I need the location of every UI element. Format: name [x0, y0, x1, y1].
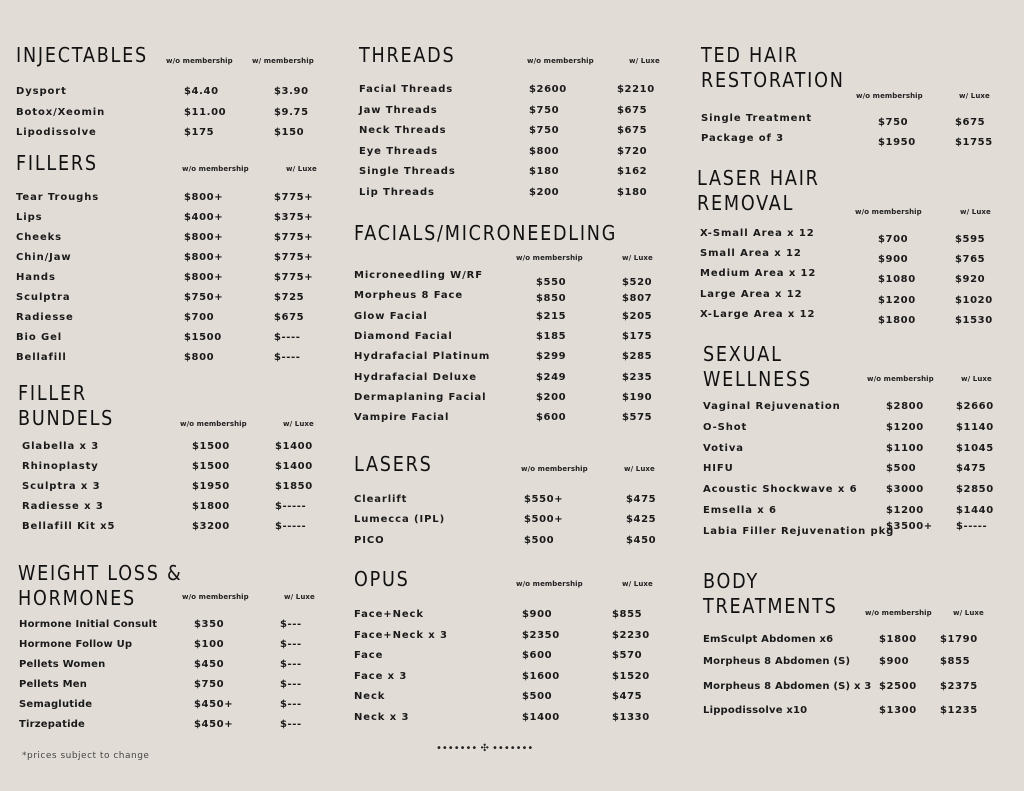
price-without-membership: $400+ [184, 212, 224, 223]
price-row [703, 441, 1024, 457]
price-without-membership: $2600 [529, 84, 567, 95]
price-row [359, 185, 689, 201]
price-without-membership: $1200 [886, 421, 924, 433]
price-row [16, 290, 346, 306]
price-without-membership: $215 [536, 310, 567, 322]
prices-footnote: *prices subject to change [22, 751, 150, 761]
price-row [703, 703, 1024, 719]
price-member: $235 [622, 371, 653, 383]
column-header-member: w/ Luxe [624, 465, 655, 473]
price-without-membership: $350 [194, 619, 225, 630]
price-without-membership: $3500+ [886, 520, 933, 532]
price-member: $1790 [940, 634, 978, 645]
price-member: $1235 [940, 704, 978, 716]
price-without-membership: $500 [524, 534, 555, 546]
price-row [354, 607, 684, 623]
treatment-name: Votiva [703, 442, 744, 454]
price-without-membership: $11.00 [184, 106, 227, 118]
price-row [16, 84, 346, 100]
price-member: $520 [622, 277, 653, 288]
price-row [359, 144, 689, 160]
price-without-membership: $850 [536, 293, 567, 305]
price-member: $9.75 [274, 106, 309, 118]
price-member: $675 [274, 312, 305, 323]
price-without-membership: $1400 [522, 711, 560, 723]
treatment-name: EmSculpt Abdomen x6 [703, 634, 834, 645]
price-row [354, 410, 684, 426]
treatment-name: Bellafill [16, 352, 67, 363]
price-member: $3.90 [274, 86, 309, 97]
section-title: LASER HAIR REMOVAL [697, 166, 820, 215]
treatment-name: Labia Filler Rejuvenation pkg [703, 525, 895, 537]
price-member: $1400 [275, 441, 313, 452]
price-row [354, 349, 684, 365]
price-without-membership: $800 [184, 352, 215, 363]
price-row [359, 82, 689, 98]
price-member: $765 [955, 254, 986, 266]
price-without-membership: $900 [878, 254, 909, 266]
price-row [16, 250, 346, 266]
price-row [354, 390, 684, 406]
treatment-name: Emsella x 6 [703, 505, 777, 516]
treatment-name: Hands [16, 272, 56, 283]
price-row [359, 103, 689, 119]
price-without-membership: $800+ [184, 272, 224, 283]
price-without-membership: $3200 [192, 521, 230, 532]
price-member: $2660 [956, 401, 994, 412]
column-header-member: w/ Luxe [959, 92, 990, 100]
price-without-membership: $600 [536, 412, 567, 424]
treatment-name: Small Area x 12 [700, 248, 802, 260]
price-member: $205 [622, 310, 653, 322]
price-without-membership: $1950 [192, 481, 230, 492]
price-row [16, 350, 346, 366]
section-title: OPUS [354, 567, 410, 591]
price-without-membership: $175 [184, 127, 215, 138]
price-row [703, 503, 1024, 519]
column-header-without-membership: w/o membership [865, 609, 932, 617]
price-member: $--- [280, 619, 302, 630]
price-row [18, 637, 348, 653]
price-member: $575 [622, 412, 653, 424]
column-header-without-membership: w/o membership [521, 465, 588, 473]
price-row [701, 131, 1024, 147]
price-row [16, 125, 346, 141]
column-header-member: w/ Luxe [284, 593, 315, 601]
treatment-name: Facial Threads [359, 84, 454, 95]
price-member: $2375 [940, 681, 978, 692]
price-row [703, 654, 1024, 670]
price-row [18, 519, 348, 535]
treatment-name: Radiesse [16, 312, 74, 323]
treatment-name: Microneedling W/RF [354, 270, 483, 281]
price-member: $675 [955, 117, 986, 128]
price-member: $775+ [274, 252, 314, 263]
treatment-name: Pellets Men [19, 679, 88, 690]
treatment-name: Hormone Follow Up [19, 639, 133, 650]
price-without-membership: $1300 [879, 704, 917, 716]
price-without-membership: $800 [529, 145, 560, 157]
treatment-name: Bellafill Kit x5 [22, 521, 116, 532]
price-member: $175 [622, 330, 653, 342]
price-without-membership: $1080 [878, 274, 916, 286]
section-title: INJECTABLES [16, 43, 148, 67]
price-row [18, 657, 348, 673]
treatment-name: Cheeks [16, 232, 63, 243]
section-title: THREADS [359, 43, 456, 67]
price-row [703, 482, 1024, 498]
treatment-name: Tirzepatide [19, 719, 86, 730]
treatment-name: Dermaplaning Facial [354, 391, 487, 403]
price-row [16, 210, 346, 226]
treatment-name: Acoustic Shockwave x 6 [703, 484, 858, 496]
price-row [18, 697, 348, 713]
price-without-membership: $900 [879, 655, 910, 667]
treatment-name: Neck [354, 691, 386, 702]
price-row [16, 105, 346, 121]
price-row [354, 268, 684, 288]
price-without-membership: $550 [536, 277, 567, 288]
price-without-membership: $500+ [524, 514, 564, 526]
price-row [354, 329, 684, 345]
treatment-name: Lips [16, 212, 43, 223]
price-row [703, 679, 1024, 695]
price-without-membership: $1100 [886, 442, 924, 454]
treatment-name: Face x 3 [354, 670, 408, 682]
column-header-member: w/ Luxe [953, 609, 984, 617]
treatment-name: Lip Threads [359, 186, 435, 198]
price-row [354, 710, 684, 726]
price-without-membership: $185 [536, 330, 567, 342]
section-title: TED HAIR RESTORATION [701, 43, 845, 92]
price-row [359, 123, 689, 139]
price-member: $162 [617, 166, 648, 177]
price-member: $775+ [274, 192, 314, 203]
column-header-member: w/ Luxe [286, 165, 317, 173]
price-without-membership: $450 [194, 659, 225, 670]
section-title: BODY TREATMENTS [703, 569, 838, 618]
price-without-membership: $500 [886, 463, 917, 475]
treatment-name: Sculptra [16, 292, 71, 303]
price-member: $475 [956, 463, 987, 475]
price-member: $775+ [274, 272, 314, 283]
column-header-member: w/ Luxe [960, 208, 991, 216]
price-without-membership: $900 [522, 609, 553, 620]
price-member: $725 [274, 292, 305, 303]
column-header-member: w/ Luxe [622, 580, 653, 588]
section-title: FACIALS/MICRONEEDLING [354, 221, 618, 245]
treatment-name: Hydrafacial Platinum [354, 351, 491, 363]
price-row [354, 288, 684, 304]
price-row [359, 164, 689, 180]
price-row [18, 479, 348, 495]
price-member: $855 [940, 655, 971, 667]
price-member: $--- [280, 659, 302, 670]
price-member: $----- [275, 521, 307, 532]
price-row [697, 307, 1024, 326]
price-member: $1400 [275, 461, 313, 472]
price-row [354, 309, 684, 325]
price-member: $1850 [275, 481, 313, 492]
price-member: $475 [612, 691, 643, 702]
price-row [354, 492, 684, 508]
price-member: $775+ [274, 232, 314, 243]
column-header-without-membership: w/o membership [182, 593, 249, 601]
price-row [354, 648, 684, 664]
treatment-name: PICO [354, 534, 385, 546]
treatment-name: Sculptra x 3 [22, 481, 101, 492]
price-without-membership: $450+ [194, 699, 234, 710]
price-member: $475 [626, 494, 657, 505]
treatment-name: Pellets Women [19, 659, 106, 670]
price-row [697, 226, 1024, 245]
treatment-name: Vaginal Rejuvenation [703, 401, 841, 412]
price-member: $1020 [955, 294, 993, 306]
price-without-membership: $750 [529, 125, 560, 136]
treatment-name: Bio Gel [16, 332, 63, 343]
treatment-name: Glow Facial [354, 310, 428, 322]
price-member: $1440 [956, 505, 994, 516]
price-member: $720 [617, 145, 648, 157]
price-without-membership: $1800 [879, 634, 917, 645]
treatment-name: Neck Threads [359, 125, 447, 136]
price-without-membership: $4.40 [184, 86, 219, 97]
price-without-membership: $3000 [886, 484, 924, 496]
price-member: $--- [280, 699, 302, 710]
price-without-membership: $750+ [184, 292, 224, 303]
price-row [697, 246, 1024, 266]
price-without-membership: $1600 [522, 670, 560, 682]
treatment-name: Lippodissolve x10 [703, 704, 808, 716]
price-row [703, 461, 1024, 477]
price-without-membership: $550+ [524, 494, 564, 505]
column-header-member: w/ membership [252, 57, 314, 65]
price-row [697, 266, 1024, 286]
price-member: $--- [280, 639, 302, 650]
price-member: $1755 [955, 137, 993, 148]
treatment-name: Large Area x 12 [700, 288, 803, 300]
price-member: $---- [274, 352, 301, 363]
section-title: FILLER BUNDELS [18, 381, 115, 430]
treatment-name: Morpheus 8 Abdomen (S) x 3 [703, 681, 872, 692]
treatment-name: Diamond Facial [354, 330, 453, 342]
price-member: $1140 [956, 421, 994, 433]
price-row [701, 111, 1024, 127]
treatment-name: Lipodissolve [16, 127, 97, 138]
price-member: $1045 [956, 442, 994, 454]
price-row [354, 669, 684, 685]
treatment-name: Jaw Threads [359, 104, 438, 116]
price-without-membership: $1800 [878, 314, 916, 326]
price-row [354, 628, 684, 644]
price-without-membership: $2800 [886, 401, 924, 412]
price-without-membership: $1500 [184, 332, 222, 343]
column-header-without-membership: w/o membership [867, 375, 934, 383]
price-row [18, 717, 348, 733]
price-without-membership: $750 [878, 117, 909, 128]
price-member: $150 [274, 127, 305, 138]
price-without-membership: $1200 [886, 505, 924, 516]
price-without-membership: $299 [536, 351, 567, 363]
price-member: $375+ [274, 212, 314, 223]
price-without-membership: $1500 [192, 461, 230, 472]
price-member: $--- [280, 679, 302, 690]
price-row [16, 310, 346, 326]
column-header-member: w/ Luxe [283, 420, 314, 428]
treatment-name: Lumecca (IPL) [354, 514, 446, 526]
treatment-name: Neck x 3 [354, 711, 410, 723]
treatment-name: Vampire Facial [354, 412, 450, 424]
price-member: $450 [626, 534, 657, 546]
price-row [16, 230, 346, 246]
column-header-member: w/ Luxe [629, 57, 660, 65]
price-without-membership: $700 [184, 312, 215, 323]
price-row [354, 533, 684, 549]
price-member: $----- [956, 520, 988, 532]
price-without-membership: $180 [529, 166, 560, 177]
price-member: $675 [617, 125, 648, 136]
price-without-membership: $700 [878, 234, 909, 245]
price-without-membership: $249 [536, 371, 567, 383]
price-row [354, 370, 684, 386]
treatment-name: Botox/Xeomin [16, 106, 106, 118]
price-without-membership: $1800 [192, 501, 230, 512]
price-member: $1330 [612, 711, 650, 723]
price-member: $2210 [617, 84, 655, 95]
price-without-membership: $2350 [522, 629, 560, 641]
price-row [703, 632, 1024, 648]
price-without-membership: $750 [194, 679, 225, 690]
price-row [18, 499, 348, 515]
price-member: $920 [955, 274, 986, 286]
treatment-name: Morpheus 8 Face [354, 290, 464, 302]
treatment-name: X-Large Area x 12 [700, 308, 816, 320]
price-member: $190 [622, 391, 653, 403]
price-member: $2850 [956, 484, 994, 496]
column-header-without-membership: w/o membership [516, 580, 583, 588]
price-without-membership: $800+ [184, 252, 224, 263]
treatment-name: Hydrafacial Deluxe [354, 371, 477, 383]
price-without-membership: $1950 [878, 137, 916, 148]
column-header-without-membership: w/o membership [166, 57, 233, 65]
treatment-name: Dysport [16, 86, 67, 97]
price-member: $595 [955, 234, 986, 245]
treatment-name: Single Treatment [701, 113, 813, 124]
price-without-membership: $500 [522, 691, 553, 702]
price-member: $--- [280, 719, 302, 730]
price-without-membership: $200 [529, 186, 560, 198]
treatment-name: Clearlift [354, 494, 408, 505]
price-without-membership: $1200 [878, 294, 916, 306]
treatment-name: Face+Neck [354, 609, 424, 620]
price-without-membership: $2500 [879, 681, 917, 692]
price-without-membership: $1500 [192, 441, 230, 452]
section-title: SEXUAL WELLNESS [703, 342, 812, 391]
price-without-membership: $750 [529, 104, 560, 116]
treatment-name: Package of 3 [701, 133, 785, 144]
price-row [18, 677, 348, 693]
treatment-name: Rhinoplasty [22, 461, 99, 472]
price-member: $---- [274, 332, 301, 343]
price-row [697, 287, 1024, 306]
price-member: $180 [617, 186, 648, 198]
treatment-name: O-Shot [703, 421, 748, 433]
treatment-name: Glabella x 3 [22, 441, 100, 452]
price-member: $675 [617, 104, 648, 116]
price-row [703, 399, 1024, 415]
price-row [703, 420, 1024, 436]
treatment-name: Chin/Jaw [16, 252, 72, 263]
treatment-name: Radiesse x 3 [22, 501, 104, 512]
price-without-membership: $800+ [184, 192, 224, 203]
column-header-without-membership: w/o membership [180, 420, 247, 428]
treatment-name: X-Small Area x 12 [700, 228, 815, 239]
price-row [703, 520, 1024, 540]
section-title: LASERS [354, 452, 433, 476]
price-without-membership: $450+ [194, 719, 234, 730]
treatment-name: Tear Troughs [16, 192, 100, 203]
treatment-name: Eye Threads [359, 145, 439, 157]
price-member: $----- [275, 501, 307, 512]
price-member: $807 [622, 293, 653, 305]
treatment-name: Face+Neck x 3 [354, 629, 448, 641]
price-member: $1530 [955, 314, 993, 326]
price-member: $425 [626, 514, 657, 526]
price-row [18, 439, 348, 455]
price-row [18, 459, 348, 475]
price-without-membership: $600 [522, 650, 553, 661]
price-member: $570 [612, 650, 643, 661]
column-header-without-membership: w/o membership [516, 254, 583, 262]
price-row [18, 617, 348, 633]
section-title: FILLERS [16, 151, 98, 175]
price-member: $855 [612, 609, 643, 620]
price-without-membership: $800+ [184, 232, 224, 243]
section-title: WEIGHT LOSS & HORMONES [18, 561, 183, 610]
treatment-name: Semaglutide [19, 699, 93, 710]
column-header-member: w/ Luxe [961, 375, 992, 383]
treatment-name: Morpheus 8 Abdomen (S) [703, 655, 851, 667]
price-row [16, 190, 346, 206]
column-header-without-membership: w/o membership [855, 208, 922, 216]
price-row [354, 512, 684, 528]
price-member: $285 [622, 351, 653, 363]
price-without-membership: $200 [536, 391, 567, 403]
decorative-divider: ••••••• ✣ ••••••• [436, 743, 534, 754]
treatment-name: Medium Area x 12 [700, 268, 817, 280]
price-row [354, 689, 684, 705]
price-without-membership: $100 [194, 639, 225, 650]
column-header-without-membership: w/o membership [527, 57, 594, 65]
column-header-without-membership: w/o membership [856, 92, 923, 100]
treatment-name: Face [354, 650, 384, 661]
price-member: $2230 [612, 629, 650, 641]
treatment-name: Single Threads [359, 166, 456, 177]
treatment-name: Hormone Initial Consult [19, 619, 158, 630]
price-row [16, 330, 346, 346]
column-header-member: w/ Luxe [622, 254, 653, 262]
column-header-without-membership: w/o membership [182, 165, 249, 173]
price-member: $1520 [612, 670, 650, 682]
treatment-name: HIFU [703, 463, 734, 475]
price-row [16, 270, 346, 286]
